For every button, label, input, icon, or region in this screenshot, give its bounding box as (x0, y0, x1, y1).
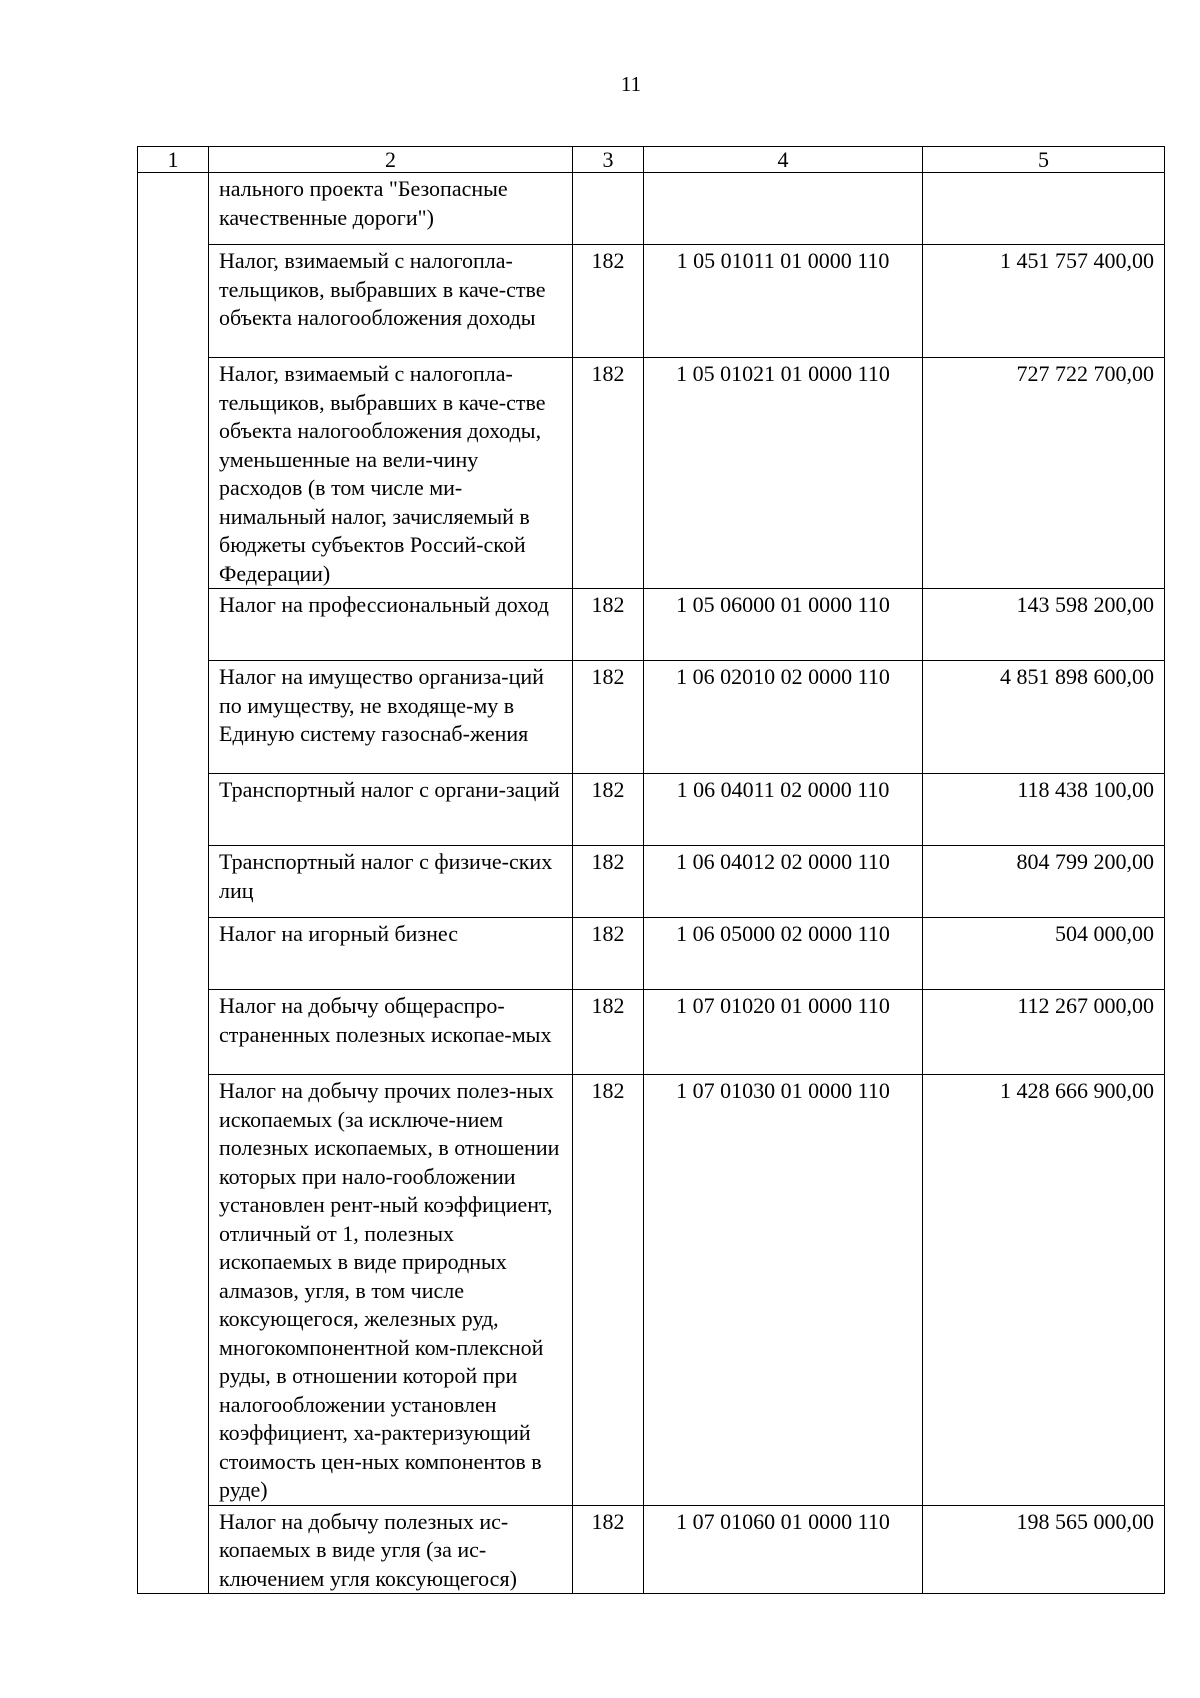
income-name-cell: Налог на добычу прочих полез-ных ископаемых (за исключе-нием полезных ископаемых, в отношении которых при нало-гообложении установлен рент-ный коэффициент, отличный от 1, полезных ископаемых в виде природных алмазов, угля, в том числе коксующегося, железных руд, многокомпонентной ком-плексной руды, в отношении которой при налогообложении установлен коэффициент, ха-рактеризующий стоимость цен-ных компонентов в руде) (209, 1075, 573, 1506)
row-number-cell (138, 173, 209, 1594)
income-name-cell: Налог на добычу общераспро-страненных полезных ископае-мых (209, 990, 573, 1075)
budget-code-cell: 1 07 01020 01 0000 110 (644, 990, 923, 1075)
amount-cell: 804 799 200,00 (923, 846, 1165, 918)
income-name-cell: нального проекта "Безопасные качественные дороги") (209, 173, 573, 245)
budget-code-cell: 1 07 01030 01 0000 110 (644, 1075, 923, 1506)
amount-cell: 198 565 000,00 (923, 1505, 1165, 1594)
header-cell-2: 2 (209, 147, 573, 173)
budget-code-cell: 1 05 01011 01 0000 110 (644, 245, 923, 358)
table-row (138, 1075, 1165, 1506)
budget-code-cell: 1 05 01021 01 0000 110 (644, 358, 923, 589)
income-name-cell: Налог на добычу полезных ис-копаемых в виде угля (за ис-ключением угля коксующегося) (209, 1505, 573, 1594)
table-row (138, 918, 1165, 990)
admin-code-cell: 182 (573, 589, 644, 661)
header-cell-4: 4 (644, 147, 923, 173)
amount-cell: 143 598 200,00 (923, 589, 1165, 661)
income-name-cell: Налог, взимаемый с налогопла-тельщиков, выбравших в каче-стве объекта налогообложения доходы (209, 245, 573, 358)
table-row (138, 173, 1165, 245)
admin-code-cell: 182 (573, 846, 644, 918)
income-name-cell: Налог на профессиональный доход (209, 589, 573, 661)
admin-code-cell: 182 (573, 245, 644, 358)
amount-cell: 1 451 757 400,00 (923, 245, 1165, 358)
table-header-row (138, 147, 1165, 173)
income-name-cell: Транспортный налог с органи-заций (209, 774, 573, 846)
amount-cell: 118 438 100,00 (923, 774, 1165, 846)
admin-code-cell: 182 (573, 1075, 644, 1506)
admin-code-cell: 182 (573, 990, 644, 1075)
budget-code-cell: 1 06 04011 02 0000 110 (644, 774, 923, 846)
admin-code-cell (573, 173, 644, 245)
table-row (138, 774, 1165, 846)
budget-code-cell (644, 173, 923, 245)
admin-code-cell: 182 (573, 358, 644, 589)
amount-cell: 112 267 000,00 (923, 990, 1165, 1075)
income-name-cell: Налог на игорный бизнес (209, 918, 573, 990)
income-name-cell: Налог на имущество организа-ций по имуществу, не входяще-му в Единую систему газоснаб-жения (209, 661, 573, 774)
budget-code-cell: 1 07 01060 01 0000 110 (644, 1505, 923, 1594)
table-row (138, 661, 1165, 774)
table-row (138, 990, 1165, 1075)
header-cell-5: 5 (923, 147, 1165, 173)
table-row (138, 589, 1165, 661)
table-row (138, 846, 1165, 918)
table-row (138, 245, 1165, 358)
income-name-cell: Транспортный налог с физиче-ских лиц (209, 846, 573, 918)
admin-code-cell: 182 (573, 774, 644, 846)
budget-code-cell: 1 06 04012 02 0000 110 (644, 846, 923, 918)
header-cell-3: 3 (573, 147, 644, 173)
table-row (138, 358, 1165, 589)
amount-cell: 1 428 666 900,00 (923, 1075, 1165, 1506)
admin-code-cell: 182 (573, 661, 644, 774)
header-cell-1: 1 (138, 147, 209, 173)
amount-cell: 727 722 700,00 (923, 358, 1165, 589)
admin-code-cell: 182 (573, 1505, 644, 1594)
table-row (138, 1505, 1165, 1594)
admin-code-cell: 182 (573, 918, 644, 990)
amount-cell (923, 173, 1165, 245)
page-number: 11 (620, 72, 642, 96)
budget-code-cell: 1 06 05000 02 0000 110 (644, 918, 923, 990)
amount-cell: 504 000,00 (923, 918, 1165, 990)
budget-code-cell: 1 05 06000 01 0000 110 (644, 589, 923, 661)
revenue-table (137, 146, 1165, 1594)
amount-cell: 4 851 898 600,00 (923, 661, 1165, 774)
budget-code-cell: 1 06 02010 02 0000 110 (644, 661, 923, 774)
income-name-cell: Налог, взимаемый с налогопла-тельщиков, выбравших в каче-стве объекта налогообложения доходы, уменьшенные на вели-чину расходов (в том числе ми-нимальный налог, зачисляемый в бюджеты субъектов Россий-ской Федерации) (209, 358, 573, 589)
